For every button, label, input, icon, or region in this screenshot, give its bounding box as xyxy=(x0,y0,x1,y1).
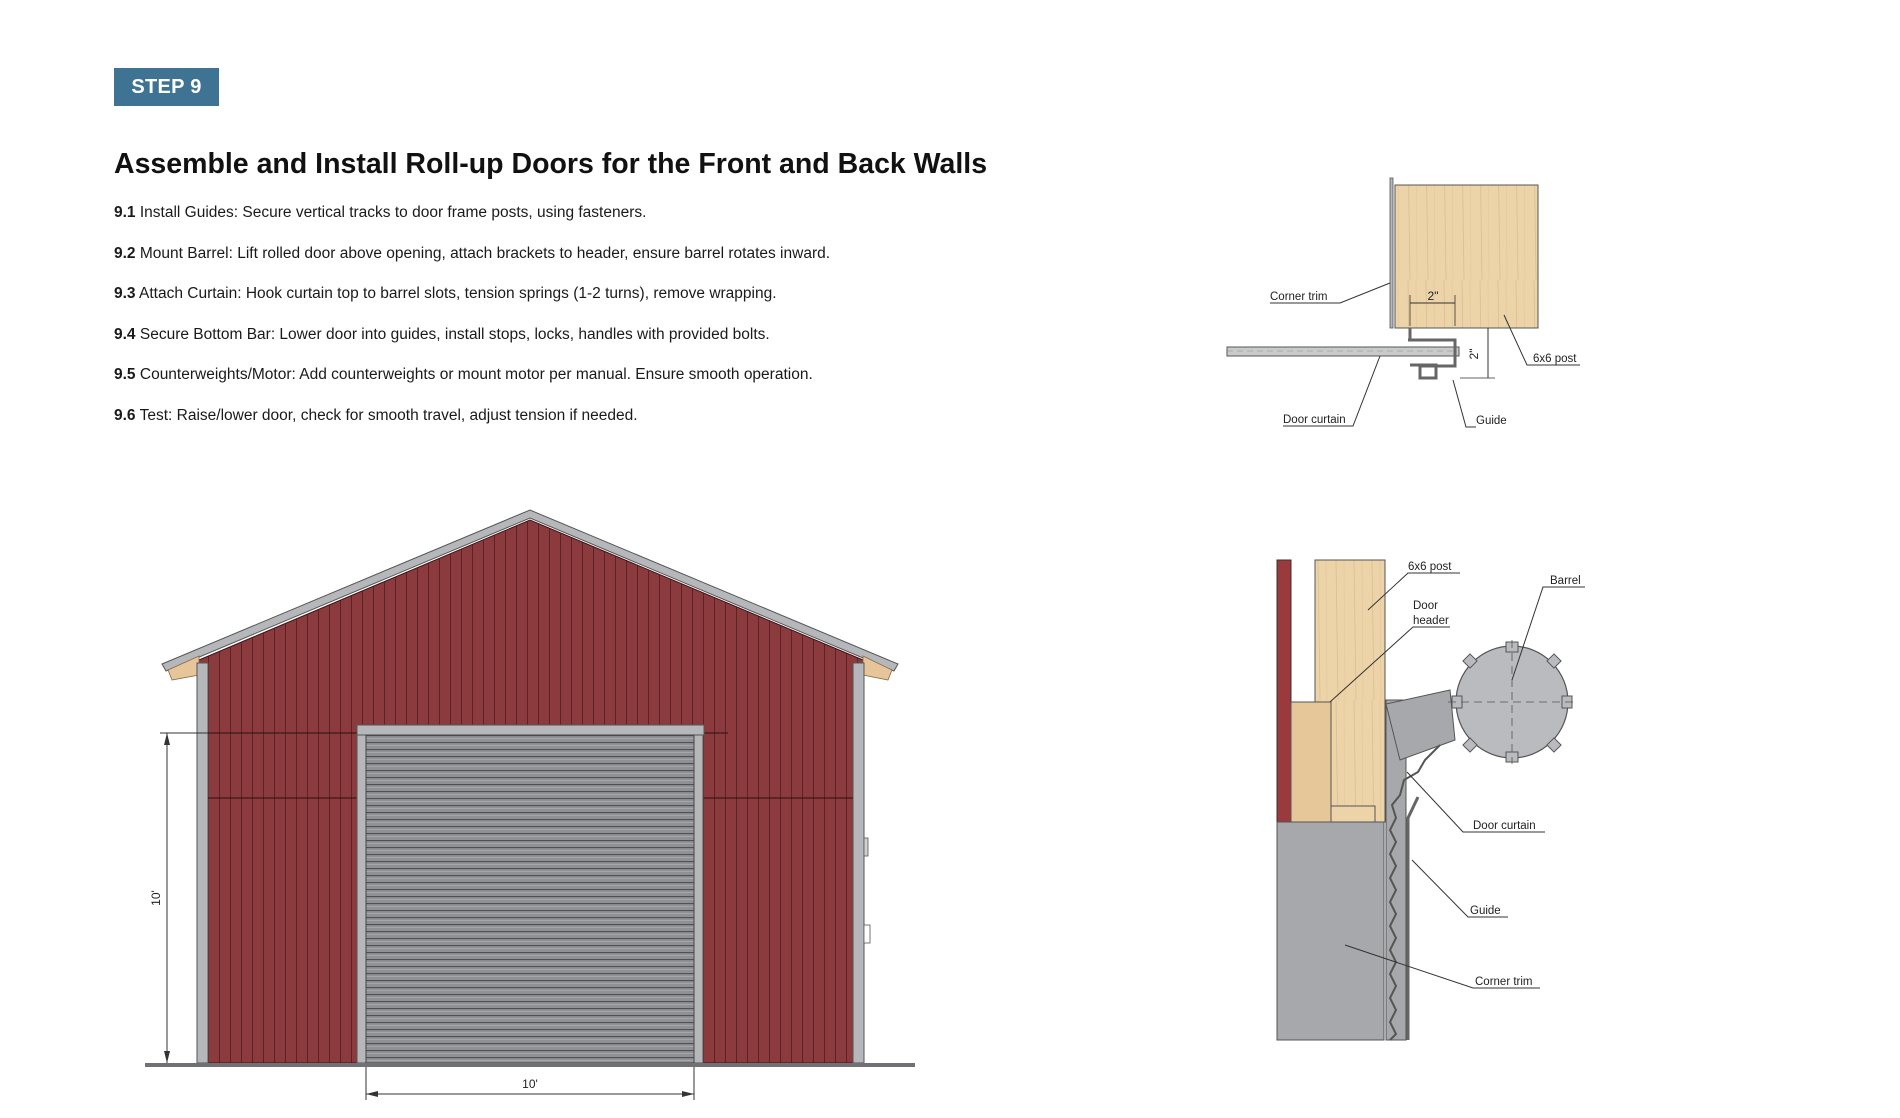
section-label-guide: Guide xyxy=(1470,905,1501,917)
page-title: Assemble and Install Roll-up Doors for the Front and Back Walls xyxy=(114,148,988,180)
section-label-door-curtain: Door curtain xyxy=(1473,820,1536,832)
section-label-header-line2: header xyxy=(1413,615,1449,627)
step-number: 9.6 xyxy=(114,406,136,424)
step-number: 9.4 xyxy=(114,325,136,343)
plan-label-door-curtain: Door curtain xyxy=(1283,414,1346,426)
barrel xyxy=(1448,640,1576,764)
step-text: Counterweights/Motor: Add counterweights or mount motor per manual. Ensure smooth operation. xyxy=(139,366,813,383)
step-number: 9.5 xyxy=(114,366,136,383)
step-text: Test: Raise/lower door, check for smooth travel, adjust tension if needed. xyxy=(139,406,638,424)
step-number: 9.3 xyxy=(114,285,136,302)
section-label-post: 6x6 post xyxy=(1408,561,1452,573)
step-text: Secure Bottom Bar: Lower door into guides, install stops, locks, handles with provided bolts. xyxy=(139,325,770,343)
plan-label-corner-trim: Corner trim xyxy=(1270,291,1328,303)
section-door-header xyxy=(1291,702,1331,822)
plan-dim-width: 2" xyxy=(1427,289,1439,303)
section-label-header-line1: Door xyxy=(1413,600,1438,612)
width-dimension-label: 10' xyxy=(522,1077,538,1091)
section-label-barrel: Barrel xyxy=(1550,575,1581,587)
height-dimension-label: 10' xyxy=(149,890,163,906)
plan-dim-depth: 2" xyxy=(1467,348,1481,360)
step-number: 9.2 xyxy=(114,244,136,262)
section-label-corner-trim: Corner trim xyxy=(1475,976,1533,988)
step-text: Attach Curtain: Hook curtain top to barrel slots, tension springs (1-2 turns), remove wrapping. xyxy=(139,285,777,302)
step-number: 9.1 xyxy=(114,204,136,221)
plan-label-guide: Guide xyxy=(1476,415,1507,427)
section-lower-wall xyxy=(1277,822,1384,1040)
step-badge: STEP 9 xyxy=(114,68,219,106)
step-text: Install Guides: Secure vertical tracks to door frame posts, using fasteners. xyxy=(139,204,647,221)
step-text: Mount Barrel: Lift rolled door above opening, attach brackets to header, ensure barrel rotates inward. xyxy=(139,244,831,262)
plan-label-post: 6x6 post xyxy=(1533,353,1577,365)
